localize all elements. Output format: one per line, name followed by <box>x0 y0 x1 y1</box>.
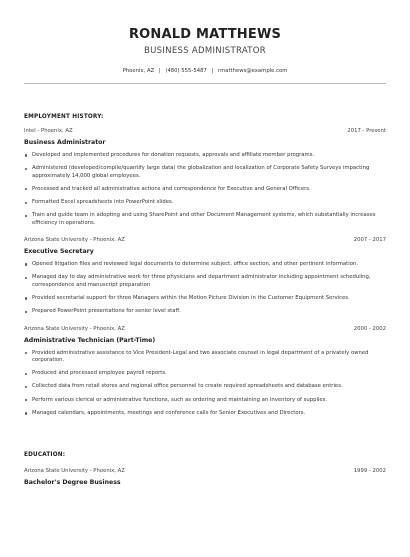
contact-location: Phoenix, AZ <box>122 68 155 74</box>
list-item <box>24 295 386 302</box>
job-meta <box>24 325 386 333</box>
job-entry <box>24 325 386 418</box>
bullet-text: Developed and implemented procedures for donation requests, approvals and affiliate member programs. <box>32 152 315 158</box>
list-item <box>24 383 386 390</box>
job-dates: 2007 - 2017 <box>353 237 386 244</box>
bullet-icon <box>25 154 27 156</box>
job-bullets <box>24 152 386 227</box>
employment-section <box>24 113 386 417</box>
list-item <box>24 186 386 193</box>
bullet-icon <box>25 399 27 401</box>
list-item <box>24 199 386 206</box>
job-entry <box>24 236 386 315</box>
job-org: Arizona State University - Phoenix, AZ <box>24 237 125 244</box>
bullet-icon <box>25 412 27 414</box>
bullet-text: Perform various clerical or administrative functions, such as ordering and maintaining an inventory of supplies. <box>32 396 328 403</box>
bullet-icon <box>25 386 27 388</box>
job-meta <box>24 236 386 244</box>
bullet-text: Opened litigation files and reviewed legal documents to determine subject, office section, and other pertinent information. <box>32 261 359 268</box>
resume-page <box>0 27 410 557</box>
bullet-icon <box>25 188 27 190</box>
bullet-text: Administered (developed/compile/quantify large data) the globalization and localization of Corporate Safety Surveys impacting approximately 14,000 global employees. <box>32 165 370 179</box>
education-heading: EDUCATION: <box>24 452 66 458</box>
bullet-text: Managed day to day administrative work for three physicians and department administrator including appointment scheduling, correspondence and manuscript preparation <box>32 274 371 288</box>
list-item <box>24 308 386 315</box>
education-meta <box>24 467 386 475</box>
contact-phone[interactable]: (480) 555-5487 <box>165 68 207 74</box>
bullet-icon <box>25 373 27 375</box>
bullet-text: Provided administrative assistance to Vice President-Legal and two associate counsel in legal department of a privately owned corporation. <box>32 349 369 363</box>
job-title: Administrative Technician (Part-Time) <box>24 336 156 344</box>
bullet-text: Prepared PowerPoint presentations for senior level staff. <box>32 308 181 315</box>
bullet-icon <box>25 202 27 204</box>
list-item <box>24 261 386 268</box>
job-bullets <box>24 350 386 418</box>
list-item <box>24 410 386 417</box>
contact-email[interactable]: rmatthews@example.com <box>217 68 288 74</box>
contact-separator: | <box>211 68 214 74</box>
bullet-text: Collected data from retail stores and regional office personnel to create required spreadsheets and database entries. <box>32 383 343 390</box>
bullet-icon <box>25 168 27 170</box>
list-item <box>24 165 386 180</box>
bullet-icon <box>25 263 27 265</box>
bullet-icon <box>25 277 27 279</box>
resume-header <box>24 27 386 84</box>
job-meta <box>24 127 386 135</box>
candidate-name: RONALD MATTHEWS <box>128 27 282 42</box>
education-org: Arizona State University - Phoenix, AZ <box>24 468 125 474</box>
job-title: Business Administrator <box>24 139 106 146</box>
bullet-text: Managed calendars, appointments, meetings and conference calls for Senior Executives and Directors. <box>32 410 306 417</box>
list-item <box>24 152 386 159</box>
education-dates: 1999 - 2002 <box>353 468 386 474</box>
job-org: Intel - Phoenix, AZ <box>24 128 73 134</box>
bullet-text: Produced and processed employee payroll reports. <box>32 370 167 377</box>
job-bullets <box>24 261 386 315</box>
job-org: Arizona State University - Phoenix, AZ <box>24 325 125 332</box>
list-item <box>24 212 386 227</box>
job-dates: 2000 - 2002 <box>353 325 386 332</box>
bullet-text: Processed and tracked all administrative actions and correspondence for Executive and General Officers. <box>32 185 311 192</box>
education-degree: Bachelor's Degree Business <box>24 479 121 486</box>
education-entry <box>24 467 386 487</box>
bullet-text: Provided secretarial support for three Managers within the Motion Picture Division in the Customer Equipment Services. <box>32 294 350 301</box>
candidate-title: BUSINESS ADMINISTRATOR <box>144 46 266 56</box>
list-item <box>24 370 386 377</box>
contact-line <box>24 67 386 75</box>
employment-heading: EMPLOYMENT HISTORY: <box>24 114 104 120</box>
job-dates: 2017 - Present <box>347 128 386 134</box>
job-title: Executive Secretary <box>24 248 94 256</box>
bullet-text: Formatted Excel spreadsheets into PowerPoint slides. <box>32 199 174 206</box>
bullet-icon <box>25 297 27 299</box>
bullet-icon <box>25 352 27 354</box>
header-divider <box>24 83 386 84</box>
list-item <box>24 397 386 404</box>
bullet-icon <box>25 311 27 313</box>
bullet-text: Train and guide team in adopting and using SharePoint and other Document Management systems, which substantially increases efficiency in operations. <box>32 212 376 226</box>
education-section <box>24 451 386 487</box>
list-item <box>24 350 386 365</box>
contact-separator: | <box>158 68 161 74</box>
job-entry <box>24 127 386 227</box>
list-item <box>24 274 386 289</box>
bullet-icon <box>25 215 27 217</box>
